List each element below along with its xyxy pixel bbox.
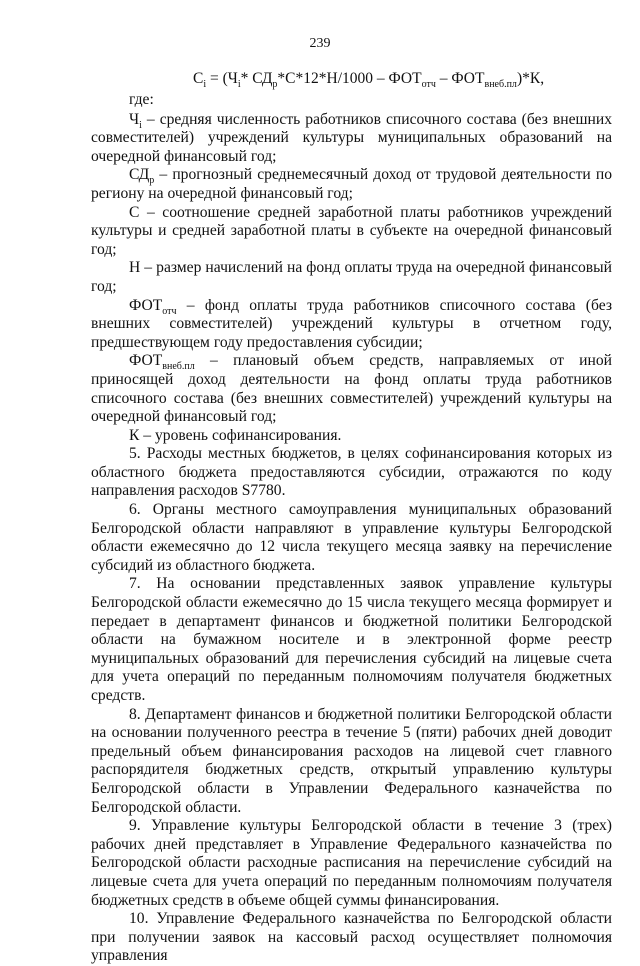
- definition-item: $ФОТ_{внеб.пл}$ – плановый объем средств, направляемых от иной приносящей доход деятельности на фонд оплаты труда работников списочного состава (без внешних совместителей) учреждений культуры на очередной финансовый год;: [91, 352, 612, 426]
- definition-item: С – соотношение средней заработной платы работников учреждений культуры и средней заработной платы в субъекте на очередной финансовый год;: [91, 203, 612, 258]
- definition-item: $ФОТ_{отч}$ – фонд оплаты труда работников списочного состава (без внешних совместителей) учреждений культуры в отчетном году, предшествующем году предоставления субсидии;: [91, 296, 612, 351]
- where-label: где:: [129, 91, 154, 108]
- definition-item: Н – размер начислений на фонд оплаты труда на очередной финансовый год;: [91, 259, 612, 295]
- definition-item: К – уровень софинансирования.: [129, 426, 342, 444]
- paragraph-5: 5. Расходы местных бюджетов, в целях софинансирования которых из областного бюджета предоставляются субсидии, отражаются по коду направления расходов S7780.: [91, 445, 612, 500]
- paragraph-6: 6. Органы местного самоуправления муниципальных образований Белгородской области направляют в управление культуры Белгородской области ежемесячно до 12 числа текущего месяца заявку на перечисление субсидий из областного бюджета.: [91, 501, 612, 574]
- document-body: [91, 84, 612, 966]
- subsidy-formula: $C_i = (Ч_i*$ $СД_р*С*12*Н/1000 - ФОТ_{отч} - ФОТ_{внеб.пл})*К$,: [193, 70, 545, 91]
- paragraph-9: 9. Управление культуры Белгородской области в течение 3 (трех) рабочих дней представляет в Управление Федерального казначейства по Белгородской области расходные расписания на перечисление субсидий на лицевые счета для учета операций по переданным полномочиям получателя бюджетных средств в объеме общей суммы финансирования.: [91, 817, 612, 909]
- definition-item: $Ч_i$ – средняя численность работников списочного состава (без внешних совместителей) учреждений культуры муниципальных образований на очередной финансовый год;: [91, 110, 612, 165]
- paragraph-8: 8. Департамент финансов и бюджетной политики Белгородской области на основании полученного реестра в течение 5 (пяти) рабочих дней доводит предельный объем финансирования расходов на лицевой счет главного распорядителя бюджетных средств, открытый управлению культуры Белгородской области в Управлении Федерального казначейства по Белгородской области.: [91, 705, 612, 816]
- page-number: 239: [309, 36, 331, 51]
- definition-item: $СД_р$ – прогнозный среднемесячный доход от трудовой деятельности по региону на очередной финансовый год;: [91, 166, 612, 202]
- paragraph-10: 10. Управление Федерального казначейства по Белгородской области при получении заявок на кассовый расход осуществляет полномочия управления: [91, 910, 612, 965]
- paragraph-7: 7. На основании представленных заявок управление культуры Белгородской области ежемесячно до 15 числа текущего месяца формирует и передает в департамент финансов и бюджетной политики Белгородской области на бумажном носителе и в электронной форме реестр муниципальных образований для перечисления субсидий на лицевые счета для учета операций по переданным полномочиям получателя бюджетных средств.: [91, 575, 612, 704]
